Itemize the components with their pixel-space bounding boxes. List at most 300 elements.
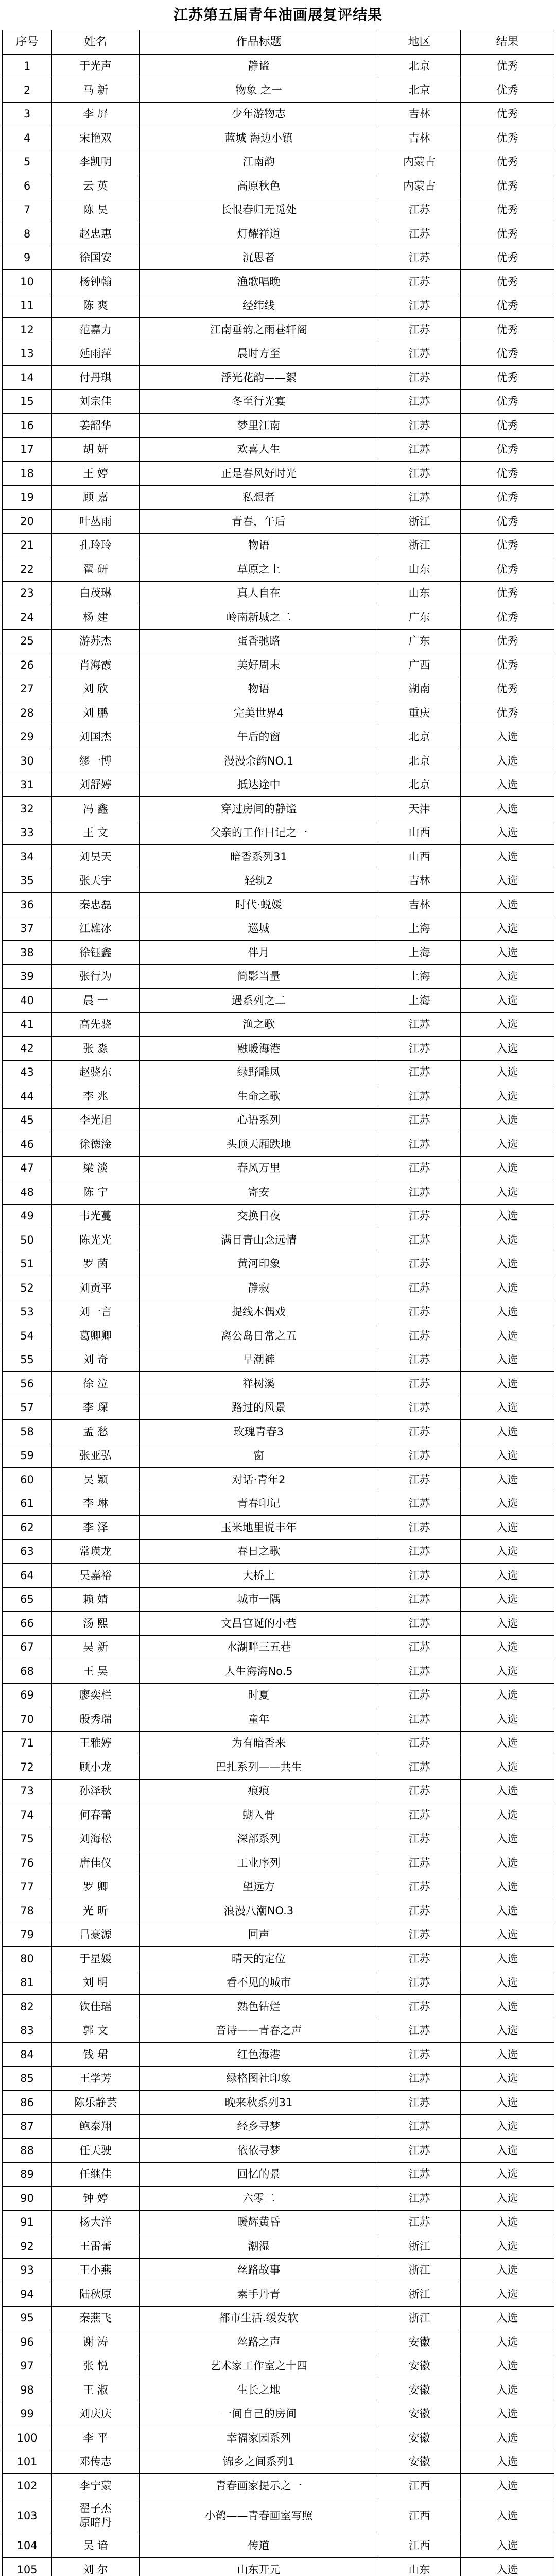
row-number-cell: 5 [3,150,52,174]
name-cell: 陆秋原 [52,2282,140,2307]
artwork-title-cell: 祥树溪 [140,1372,378,1396]
region-cell: 山西 [378,845,461,869]
name-cell: 刘 明 [52,1971,140,1995]
result-cell: 入选 [461,1300,554,1324]
result-cell: 优秀 [461,342,554,366]
result-cell: 入选 [461,1612,554,1636]
artwork-title-cell: 浪漫八潮NO.3 [140,1899,378,1923]
row-number-cell: 50 [3,1228,52,1252]
artwork-title-cell: 草原之上 [140,557,378,582]
row-number-cell: 100 [3,2426,52,2450]
region-cell: 山东 [378,581,461,605]
page-title: 江苏第五届青年油画展复评结果 [173,6,383,23]
name-cell: 徐 泣 [52,1372,140,1396]
row-number-cell: 74 [3,1803,52,1827]
name-cell: 高先骁 [52,1012,140,1037]
row-number-cell: 27 [3,677,52,701]
table-row [3,1587,554,1612]
name-cell: 秦忠磊 [52,893,140,917]
result-cell: 优秀 [461,246,554,270]
result-cell: 入选 [461,1324,554,1348]
result-cell: 入选 [461,1971,554,1995]
table-row [3,1851,554,1875]
row-number-cell: 1 [3,54,52,78]
result-cell: 入选 [461,1348,554,1372]
result-cell: 入选 [461,773,554,797]
region-cell: 江苏 [378,1084,461,1109]
region-cell: 江苏 [378,389,461,414]
row-number-cell: 88 [3,2139,52,2163]
name-cell: 吴 谙 [52,2534,140,2558]
table-row [3,1707,554,1732]
result-cell: 优秀 [461,174,554,198]
name-cell: 范嘉力 [52,318,140,342]
region-cell: 江苏 [378,246,461,270]
table-row [3,2210,554,2234]
region-cell: 浙江 [378,2234,461,2259]
region-cell: 江苏 [378,1372,461,1396]
table-row [3,725,554,749]
region-cell: 江苏 [378,1204,461,1228]
row-number-cell: 25 [3,629,52,653]
table-row [3,1132,554,1157]
table-row [3,318,554,342]
row-number-cell: 85 [3,2066,52,2091]
row-number-cell: 52 [3,1276,52,1300]
row-number-cell: 12 [3,318,52,342]
artwork-title-cell: 时夏 [140,1683,378,1707]
artwork-title-cell: 抵达途中 [140,773,378,797]
name-cell: 郭 文 [52,2019,140,2043]
row-number-cell: 69 [3,1683,52,1707]
row-number-cell: 44 [3,1084,52,1109]
table-row [3,917,554,941]
region-cell: 江苏 [378,1707,461,1732]
name-cell: 李 琳 [52,1492,140,1516]
result-cell: 入选 [461,1396,554,1420]
artwork-title-cell: 山东开元 [140,2558,378,2576]
region-cell: 江苏 [378,1468,461,1492]
region-cell: 江苏 [378,1564,461,1588]
region-cell: 内蒙古 [378,150,461,174]
region-cell: 浙江 [378,510,461,534]
row-number-cell: 73 [3,1779,52,1803]
row-number-cell: 6 [3,174,52,198]
region-cell: 浙江 [378,533,461,557]
row-number-cell: 101 [3,2450,52,2474]
result-cell: 入选 [461,1420,554,1444]
artwork-title-cell: 完美世界4 [140,701,378,725]
result-cell: 入选 [461,2474,554,2498]
name-cell: 徐钰鑫 [52,941,140,965]
table-row [3,1444,554,1468]
region-cell: 江苏 [378,2139,461,2163]
result-cell: 优秀 [461,605,554,630]
region-cell: 江苏 [378,1659,461,1684]
table-row [3,2187,554,2211]
result-cell: 入选 [461,749,554,773]
row-number-cell: 94 [3,2282,52,2307]
region-cell: 江苏 [378,485,461,510]
artwork-title-cell: 黄河印象 [140,1252,378,1276]
artwork-title-cell: 晨时方至 [140,342,378,366]
result-cell: 入选 [461,1276,554,1300]
result-cell: 入选 [461,917,554,941]
artwork-title-cell: 交换日夜 [140,1204,378,1228]
region-cell: 江苏 [378,294,461,318]
artwork-title-cell: 轻轨2 [140,869,378,893]
region-cell: 江苏 [378,1037,461,1061]
row-number-cell: 15 [3,389,52,414]
table-row [3,1276,554,1300]
result-cell: 优秀 [461,270,554,294]
result-cell: 优秀 [461,485,554,510]
row-number-cell: 62 [3,1516,52,1540]
table-row [3,2474,554,2498]
row-number-cell: 66 [3,1612,52,1636]
table-row [3,605,554,630]
region-cell: 安徽 [378,2426,461,2450]
table-row [3,2450,554,2474]
row-number-cell: 14 [3,366,52,390]
row-number-cell: 78 [3,1899,52,1923]
table-row [3,2306,554,2330]
result-cell: 入选 [461,1468,554,1492]
region-cell: 江苏 [378,2066,461,2091]
region-cell: 江西 [378,2534,461,2558]
result-cell: 入选 [461,725,554,749]
artwork-title-cell: 人生海海No.5 [140,1659,378,1684]
row-number-cell: 10 [3,270,52,294]
name-cell: 叶丛雨 [52,510,140,534]
artwork-title-cell: 寄安 [140,1180,378,1205]
artwork-title-cell: 江南垂韵之雨巷轩阁 [140,318,378,342]
result-cell: 入选 [461,1755,554,1780]
name-cell: 刘庆庆 [52,2402,140,2426]
region-cell: 江苏 [378,1228,461,1252]
name-cell: 刘 欣 [52,677,140,701]
table-row [3,869,554,893]
row-number-cell: 91 [3,2210,52,2234]
artwork-title-cell: 离公岛日常之五 [140,1324,378,1348]
region-cell: 天津 [378,797,461,821]
row-number-cell: 35 [3,869,52,893]
region-cell: 安徽 [378,2450,461,2474]
row-number-cell: 24 [3,605,52,630]
name-cell: 鲍泰翔 [52,2114,140,2139]
table-row [3,126,554,150]
header-name: 姓名 [52,30,140,55]
artwork-title-cell: 伴月 [140,941,378,965]
row-number-cell: 26 [3,653,52,677]
name-cell: 李 泽 [52,1516,140,1540]
result-cell: 入选 [461,1060,554,1084]
region-cell: 北京 [378,725,461,749]
region-cell: 江苏 [378,1108,461,1132]
artwork-title-cell: 痕痕 [140,1779,378,1803]
artwork-title-cell: 潮湿 [140,2234,378,2259]
result-cell: 优秀 [461,78,554,103]
region-cell: 江苏 [378,222,461,246]
result-cell: 优秀 [461,653,554,677]
table-row [3,941,554,965]
result-cell: 优秀 [461,150,554,174]
result-cell: 入选 [461,1084,554,1109]
table-body [3,54,554,2576]
artwork-title-cell: 渔歌唱晚 [140,270,378,294]
region-cell: 山东 [378,2558,461,2576]
region-cell: 江苏 [378,2162,461,2187]
result-cell: 优秀 [461,677,554,701]
name-cell: 钱 珺 [52,2043,140,2067]
name-cell: 赵骁东 [52,1060,140,1084]
name-cell: 徐德淦 [52,1132,140,1157]
region-cell: 江苏 [378,437,461,462]
table-row [3,2162,554,2187]
name-cell: 葛卿卿 [52,1324,140,1348]
artwork-title-cell: 依依寻梦 [140,2139,378,2163]
artwork-title-cell: 春日之歌 [140,1539,378,1564]
name-cell: 陈 宁 [52,1180,140,1205]
row-number-cell: 8 [3,222,52,246]
artwork-title-cell: 晴天的定位 [140,1947,378,1971]
region-cell: 广东 [378,629,461,653]
row-number-cell: 60 [3,1468,52,1492]
region-cell: 吉林 [378,102,461,126]
region-cell: 江苏 [378,1516,461,1540]
name-cell: 于星媛 [52,1947,140,1971]
result-cell: 入选 [461,2091,554,2115]
result-cell: 入选 [461,2306,554,2330]
result-cell: 优秀 [461,318,554,342]
table-row [3,2426,554,2450]
artwork-title-cell: 物象 之一 [140,78,378,103]
result-cell: 入选 [461,2558,554,2576]
table-row [3,150,554,174]
region-cell: 江苏 [378,1348,461,1372]
region-cell: 山西 [378,821,461,845]
row-number-cell: 104 [3,2534,52,2558]
result-cell: 优秀 [461,54,554,78]
table-row [3,389,554,414]
artwork-title-cell: 水湖畔三五巷 [140,1635,378,1659]
result-cell: 入选 [461,1516,554,1540]
result-cell: 入选 [461,1492,554,1516]
table-row [3,2330,554,2354]
artwork-title-cell: 江南韵 [140,150,378,174]
name-cell: 刘宗佳 [52,389,140,414]
name-cell: 钦佳瑶 [52,1995,140,2019]
row-number-cell: 70 [3,1707,52,1732]
result-cell: 优秀 [461,389,554,414]
table-row [3,2402,554,2426]
result-cell: 入选 [461,2066,554,2091]
table-row [3,1396,554,1420]
table-row [3,2091,554,2115]
result-cell: 优秀 [461,581,554,605]
table-row [3,581,554,605]
table-row [3,1923,554,1947]
row-number-cell: 72 [3,1755,52,1780]
name-cell: 吴嘉裕 [52,1564,140,1588]
region-cell: 江苏 [378,1156,461,1180]
row-number-cell: 36 [3,893,52,917]
row-number-cell: 9 [3,246,52,270]
table-row [3,246,554,270]
name-cell: 杨 建 [52,605,140,630]
result-cell: 优秀 [461,462,554,486]
result-cell: 入选 [461,1539,554,1564]
region-cell: 江苏 [378,414,461,438]
row-number-cell: 75 [3,1827,52,1851]
name-cell [52,2498,140,2534]
result-cell: 优秀 [461,126,554,150]
name-cell: 张行为 [52,964,140,989]
table-row [3,1659,554,1684]
table-row [3,1779,554,1803]
result-cell: 入选 [461,2043,554,2067]
name-cell: 赖 婧 [52,1587,140,1612]
artwork-title-cell: 物语 [140,533,378,557]
result-cell: 优秀 [461,198,554,222]
artwork-title-cell: 高原秋色 [140,174,378,198]
name-cell: 孟 愁 [52,1420,140,1444]
name-cell: 谢 涛 [52,2330,140,2354]
region-cell: 江西 [378,2498,461,2534]
name-cell: 张 淼 [52,1037,140,1061]
artwork-title-cell: 蛋香驰路 [140,629,378,653]
row-number-cell: 95 [3,2306,52,2330]
name-cell: 马 新 [52,78,140,103]
result-cell: 优秀 [461,294,554,318]
table-row [3,2066,554,2091]
artwork-title-cell: 对话·青年2 [140,1468,378,1492]
table-row [3,462,554,486]
name-cell: 吕豪源 [52,1923,140,1947]
result-cell: 入选 [461,2402,554,2426]
row-number-cell: 68 [3,1659,52,1684]
header-result: 结果 [461,30,554,55]
result-cell: 入选 [461,845,554,869]
result-cell: 入选 [461,1707,554,1732]
result-cell: 优秀 [461,629,554,653]
row-number-cell: 7 [3,198,52,222]
table-row [3,1180,554,1205]
name-cell: 于光声 [52,54,140,78]
result-cell: 入选 [461,941,554,965]
artwork-title-cell: 绿野雕凤 [140,1060,378,1084]
name-cell: 殷秀瑞 [52,1707,140,1732]
region-cell: 安徽 [378,2378,461,2402]
row-number-cell: 61 [3,1492,52,1516]
table-row [3,510,554,534]
name-cell: 陈 昊 [52,198,140,222]
table-row [3,2354,554,2378]
artwork-title-cell: 蝴入骨 [140,1803,378,1827]
table-row [3,2282,554,2307]
table-row [3,1156,554,1180]
name-cell: 何春蕾 [52,1803,140,1827]
row-number-cell: 19 [3,485,52,510]
table-row [3,222,554,246]
name-cell: 王雅婷 [52,1731,140,1755]
artwork-title-cell: 满目青山念远情 [140,1228,378,1252]
result-cell: 入选 [461,964,554,989]
region-cell: 江苏 [378,462,461,486]
region-cell: 北京 [378,54,461,78]
region-cell: 江苏 [378,2210,461,2234]
region-cell: 江苏 [378,2114,461,2139]
result-cell: 入选 [461,1587,554,1612]
artwork-title-cell: 绿格图社印象 [140,2066,378,2091]
row-number-cell: 11 [3,294,52,318]
region-cell: 江苏 [378,318,461,342]
row-number-cell: 21 [3,533,52,557]
result-cell: 入选 [461,2354,554,2378]
result-cell: 入选 [461,1228,554,1252]
result-cell: 入选 [461,1683,554,1707]
artwork-title-cell: 工业序列 [140,1851,378,1875]
region-cell: 江苏 [378,1324,461,1348]
region-cell: 江苏 [378,1180,461,1205]
artwork-title-cell: 私想者 [140,485,378,510]
row-number-cell: 3 [3,102,52,126]
artwork-title-cell: 简影当量 [140,964,378,989]
row-number-cell: 97 [3,2354,52,2378]
row-number-cell: 86 [3,2091,52,2115]
region-cell: 上海 [378,917,461,941]
artwork-title-cell: 都市生活.缓发软 [140,2306,378,2330]
region-cell: 江苏 [378,1971,461,1995]
result-cell: 入选 [461,1108,554,1132]
region-cell: 江苏 [378,1683,461,1707]
artwork-title-cell: 红色海港 [140,2043,378,2067]
region-cell: 江苏 [378,1587,461,1612]
result-cell: 入选 [461,1180,554,1205]
name-cell: 李 兆 [52,1084,140,1109]
name-cell: 光 昕 [52,1899,140,1923]
result-cell: 入选 [461,2426,554,2450]
row-number-cell: 67 [3,1635,52,1659]
region-cell: 江苏 [378,342,461,366]
region-cell: 吉林 [378,126,461,150]
row-number-cell: 99 [3,2402,52,2426]
artwork-title-cell: 锦乡之间系列1 [140,2450,378,2474]
region-cell: 湖南 [378,677,461,701]
table-row [3,1683,554,1707]
row-number-cell: 53 [3,1300,52,1324]
row-number-cell: 45 [3,1108,52,1132]
artwork-title-cell: 窗 [140,1444,378,1468]
artwork-title-cell: 回忆的景 [140,2162,378,2187]
name-cell: 姜韶华 [52,414,140,438]
row-number-cell: 17 [3,437,52,462]
name-cell: 晨 一 [52,989,140,1013]
result-cell: 入选 [461,1156,554,1180]
artwork-title-cell: 暗香系列31 [140,845,378,869]
region-cell: 江苏 [378,2091,461,2115]
table-row [3,2139,554,2163]
table-row [3,1084,554,1109]
table-row [3,1731,554,1755]
artwork-title-cell: 文昌宫诞的小巷 [140,1612,378,1636]
region-cell: 山东 [378,557,461,582]
result-cell: 优秀 [461,414,554,438]
name-cell: 冯 鑫 [52,797,140,821]
name-cell: 陈乐静芸 [52,2091,140,2115]
result-cell: 入选 [461,1731,554,1755]
row-number-cell: 23 [3,581,52,605]
